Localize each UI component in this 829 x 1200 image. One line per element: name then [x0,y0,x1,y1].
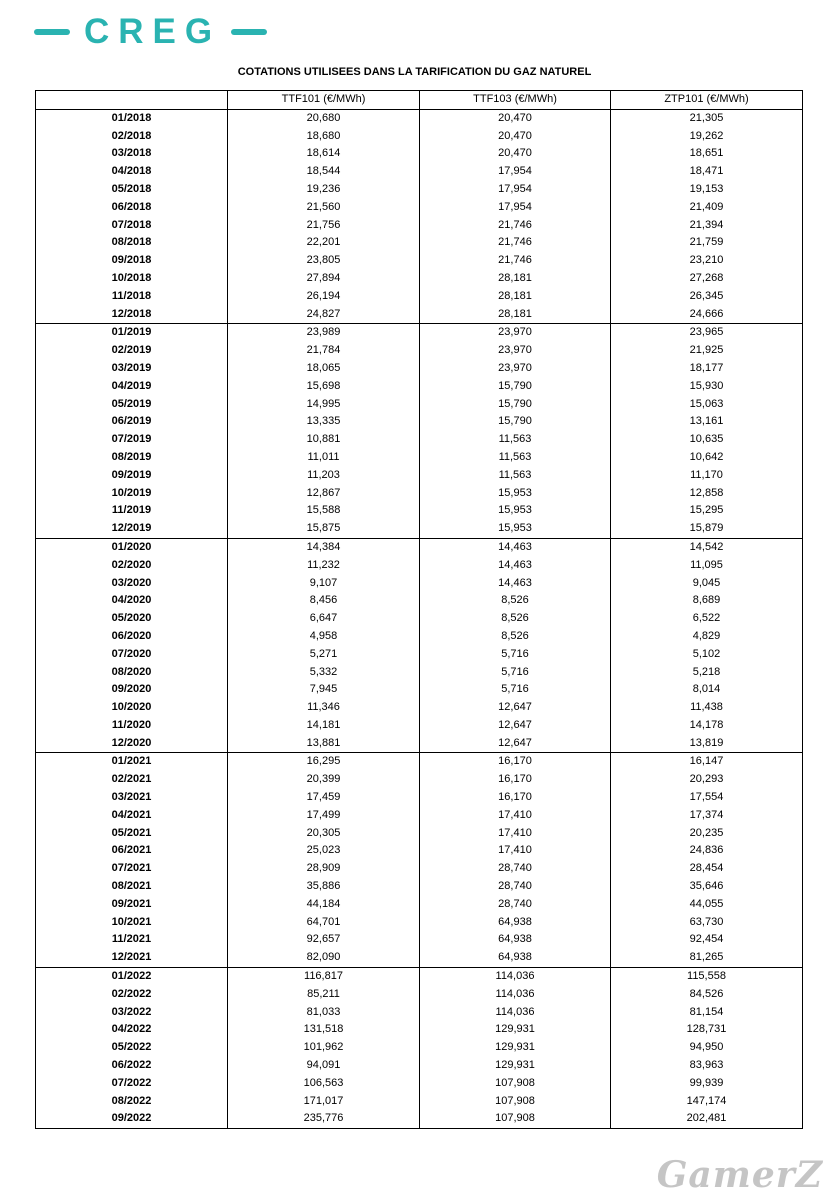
cell-ttf103: 16,170 [420,753,611,771]
cell-ttf101: 15,588 [228,502,420,520]
cell-ttf103: 17,410 [420,825,611,843]
cell-ttf103: 14,463 [420,575,611,593]
table-row [36,699,803,717]
cell-period: 01/2022 [36,968,228,986]
cell-ttf101: 20,305 [228,825,420,843]
cell-period: 11/2020 [36,717,228,735]
table-row [36,789,803,807]
cell-period: 03/2022 [36,1004,228,1022]
cell-period: 08/2019 [36,449,228,467]
cell-ttf103: 23,970 [420,324,611,342]
table-row [36,288,803,306]
cell-period: 02/2019 [36,342,228,360]
cell-period: 05/2022 [36,1039,228,1057]
cell-ztp101: 18,471 [611,163,803,181]
table-row [36,771,803,789]
cell-ttf103: 17,410 [420,842,611,860]
table-row [36,949,803,967]
cell-ttf103: 5,716 [420,681,611,699]
cell-ttf101: 17,499 [228,807,420,825]
cell-ttf101: 14,995 [228,396,420,414]
cell-ztp101: 15,879 [611,520,803,538]
table-row [36,467,803,485]
cell-ttf101: 92,657 [228,931,420,949]
cell-period: 05/2019 [36,396,228,414]
cell-ttf103: 20,470 [420,145,611,163]
cell-ttf103: 8,526 [420,628,611,646]
document-title: COTATIONS UTILISEES DANS LA TARIFICATION DU GAZ NATUREL [237,66,592,78]
cell-ttf103: 129,931 [420,1039,611,1057]
cell-period: 03/2021 [36,789,228,807]
table-row [36,181,803,199]
logo-text: CREG [84,12,222,51]
cell-ttf101: 21,784 [228,342,420,360]
table-row [36,753,803,771]
cell-ztp101: 147,174 [611,1093,803,1111]
cell-ztp101: 35,646 [611,878,803,896]
cell-ztp101: 20,235 [611,825,803,843]
cell-period: 07/2021 [36,860,228,878]
table-row [36,109,803,127]
cell-ztp101: 5,102 [611,646,803,664]
cell-ttf101: 18,065 [228,360,420,378]
table-row [36,145,803,163]
cell-ttf103: 16,170 [420,789,611,807]
cell-ztp101: 18,651 [611,145,803,163]
cell-period: 08/2021 [36,878,228,896]
cell-ztp101: 83,963 [611,1057,803,1075]
cell-period: 01/2018 [36,109,228,127]
cell-period: 09/2020 [36,681,228,699]
cell-ztp101: 11,095 [611,557,803,575]
cell-ttf101: 35,886 [228,878,420,896]
cell-ztp101: 115,558 [611,968,803,986]
table-row [36,431,803,449]
cell-period: 11/2021 [36,931,228,949]
cell-ztp101: 21,925 [611,342,803,360]
cell-ttf103: 21,746 [420,234,611,252]
cell-period: 04/2019 [36,378,228,396]
cell-ttf101: 18,614 [228,145,420,163]
table-row [36,252,803,270]
cell-ztp101: 19,153 [611,181,803,199]
cell-ttf101: 85,211 [228,986,420,1004]
cell-ttf101: 18,680 [228,128,420,146]
cell-period: 06/2022 [36,1057,228,1075]
table-row [36,199,803,217]
cell-period: 06/2018 [36,199,228,217]
cell-ztp101: 84,526 [611,986,803,1004]
cell-ttf101: 64,701 [228,914,420,932]
table-row [36,557,803,575]
logo-dash-right [231,29,267,35]
cell-period: 07/2018 [36,217,228,235]
cell-ttf103: 28,181 [420,288,611,306]
table-row [36,896,803,914]
cell-ztp101: 6,522 [611,610,803,628]
cell-ttf103: 23,970 [420,342,611,360]
cell-ttf101: 13,335 [228,413,420,431]
table-row [36,342,803,360]
table-header-row [36,91,803,110]
cell-period: 09/2019 [36,467,228,485]
cell-ttf103: 15,790 [420,396,611,414]
cell-ztp101: 26,345 [611,288,803,306]
cell-period: 11/2019 [36,502,228,520]
cell-ttf103: 28,740 [420,896,611,914]
table-row [36,860,803,878]
cell-period: 07/2019 [36,431,228,449]
cell-ztp101: 23,210 [611,252,803,270]
cell-ttf101: 44,184 [228,896,420,914]
cell-period: 02/2018 [36,128,228,146]
cell-period: 10/2020 [36,699,228,717]
cell-period: 05/2020 [36,610,228,628]
cell-ttf103: 64,938 [420,949,611,967]
cell-ztp101: 128,731 [611,1021,803,1039]
table-row [36,502,803,520]
cell-ttf101: 11,011 [228,449,420,467]
cell-period: 06/2019 [36,413,228,431]
cell-ztp101: 21,409 [611,199,803,217]
table-row [36,931,803,949]
table-row [36,575,803,593]
cell-ztp101: 8,689 [611,592,803,610]
cell-period: 06/2021 [36,842,228,860]
cell-period: 02/2020 [36,557,228,575]
cell-ztp101: 24,666 [611,306,803,324]
cell-ttf101: 8,456 [228,592,420,610]
cell-ttf103: 17,954 [420,163,611,181]
cell-ttf103: 17,954 [420,199,611,217]
table-row [36,914,803,932]
cell-ttf101: 25,023 [228,842,420,860]
cell-period: 12/2019 [36,520,228,538]
cell-ttf101: 94,091 [228,1057,420,1075]
cell-ztp101: 15,295 [611,502,803,520]
cell-ztp101: 11,170 [611,467,803,485]
table-row [36,217,803,235]
table-row [36,485,803,503]
header-ttf103: TTF103 (€/MWh) [420,91,611,110]
cell-ttf101: 7,945 [228,681,420,699]
cell-period: 10/2019 [36,485,228,503]
cell-ttf103: 11,563 [420,467,611,485]
cell-ttf103: 8,526 [420,610,611,628]
cell-ttf103: 14,463 [420,538,611,556]
cell-ttf103: 21,746 [420,252,611,270]
cell-ttf101: 235,776 [228,1110,420,1128]
table-row [36,538,803,556]
cell-ttf101: 81,033 [228,1004,420,1022]
cell-ttf103: 28,181 [420,270,611,288]
cell-ztp101: 92,454 [611,931,803,949]
cell-ztp101: 19,262 [611,128,803,146]
cell-ztp101: 21,305 [611,109,803,127]
cell-ztp101: 11,438 [611,699,803,717]
table-row [36,306,803,324]
table-row [36,735,803,753]
cell-ttf103: 114,036 [420,1004,611,1022]
cell-period: 02/2022 [36,986,228,1004]
cell-ttf103: 129,931 [420,1021,611,1039]
cell-ztp101: 20,293 [611,771,803,789]
cell-period: 08/2022 [36,1093,228,1111]
cell-ttf103: 20,470 [420,109,611,127]
table-row [36,360,803,378]
cell-ttf103: 114,036 [420,968,611,986]
cell-period: 03/2018 [36,145,228,163]
cell-period: 04/2018 [36,163,228,181]
cell-ztp101: 27,268 [611,270,803,288]
cell-period: 11/2018 [36,288,228,306]
cell-ttf103: 23,970 [420,360,611,378]
cell-ztp101: 18,177 [611,360,803,378]
cell-ztp101: 14,178 [611,717,803,735]
cell-ttf101: 21,756 [228,217,420,235]
cell-period: 09/2018 [36,252,228,270]
cell-period: 06/2020 [36,628,228,646]
cell-period: 07/2022 [36,1075,228,1093]
cell-ttf101: 10,881 [228,431,420,449]
cell-ttf101: 15,698 [228,378,420,396]
table-row [36,270,803,288]
header-ztp101: ZTP101 (€/MWh) [611,91,803,110]
table-row [36,449,803,467]
cell-ttf103: 20,470 [420,128,611,146]
cell-period: 09/2021 [36,896,228,914]
cell-ttf103: 107,908 [420,1093,611,1111]
table-row [36,610,803,628]
cell-ttf103: 15,953 [420,502,611,520]
cell-ztp101: 99,939 [611,1075,803,1093]
table-row [36,646,803,664]
table-row [36,128,803,146]
cell-ztp101: 21,759 [611,234,803,252]
cell-period: 01/2020 [36,538,228,556]
table-row [36,1110,803,1128]
cell-ttf103: 21,746 [420,217,611,235]
cell-ttf101: 22,201 [228,234,420,252]
cell-period: 04/2021 [36,807,228,825]
cell-ttf103: 107,908 [420,1075,611,1093]
cell-ttf101: 17,459 [228,789,420,807]
cell-ztp101: 23,965 [611,324,803,342]
watermark: GamerZ [656,1154,823,1196]
cell-ztp101: 94,950 [611,1039,803,1057]
table-row [36,1021,803,1039]
cell-ztp101: 13,819 [611,735,803,753]
table-row [36,807,803,825]
cell-ttf103: 8,526 [420,592,611,610]
table-row [36,378,803,396]
cell-ttf101: 106,563 [228,1075,420,1093]
cell-ztp101: 9,045 [611,575,803,593]
table-row [36,1039,803,1057]
table-row [36,520,803,538]
table-body [36,109,803,1128]
cell-period: 10/2021 [36,914,228,932]
table-row [36,825,803,843]
cell-ttf101: 11,346 [228,699,420,717]
cell-ttf101: 21,560 [228,199,420,217]
cell-ttf101: 9,107 [228,575,420,593]
cell-ztp101: 4,829 [611,628,803,646]
cell-ztp101: 81,154 [611,1004,803,1022]
cell-period: 04/2022 [36,1021,228,1039]
table-row [36,1075,803,1093]
cell-ttf101: 6,647 [228,610,420,628]
cell-ttf103: 114,036 [420,986,611,1004]
table-row [36,1093,803,1111]
table-row [36,1057,803,1075]
cell-period: 03/2020 [36,575,228,593]
cell-period: 03/2019 [36,360,228,378]
cell-ttf101: 4,958 [228,628,420,646]
cell-ttf103: 17,954 [420,181,611,199]
cell-ttf101: 26,194 [228,288,420,306]
cell-period: 01/2021 [36,753,228,771]
cell-ztp101: 63,730 [611,914,803,932]
cell-ttf101: 101,962 [228,1039,420,1057]
cell-period: 07/2020 [36,646,228,664]
table-row [36,1004,803,1022]
cell-ztp101: 17,374 [611,807,803,825]
cell-period: 12/2018 [36,306,228,324]
table-row [36,592,803,610]
cell-ttf101: 23,805 [228,252,420,270]
cell-ttf101: 131,518 [228,1021,420,1039]
cell-ttf101: 171,017 [228,1093,420,1111]
cell-ttf101: 12,867 [228,485,420,503]
table-row [36,163,803,181]
cell-ztp101: 202,481 [611,1110,803,1128]
table-row [36,324,803,342]
cell-ttf103: 5,716 [420,646,611,664]
cell-ttf101: 15,875 [228,520,420,538]
cell-ztp101: 15,930 [611,378,803,396]
cell-ttf103: 16,170 [420,771,611,789]
logo-dash-left [34,29,70,35]
table-row [36,717,803,735]
cell-ztp101: 17,554 [611,789,803,807]
cell-ttf103: 28,181 [420,306,611,324]
cell-ztp101: 28,454 [611,860,803,878]
cell-ttf101: 11,203 [228,467,420,485]
cell-ttf101: 16,295 [228,753,420,771]
creg-logo [34,14,267,50]
cell-period: 12/2021 [36,949,228,967]
quotations-table [35,90,803,1129]
header-period [36,91,228,110]
cell-period: 12/2020 [36,735,228,753]
cell-period: 04/2020 [36,592,228,610]
cell-ttf103: 12,647 [420,717,611,735]
cell-ztp101: 81,265 [611,949,803,967]
cell-ttf101: 20,680 [228,109,420,127]
cell-ztp101: 12,858 [611,485,803,503]
cell-ttf101: 82,090 [228,949,420,967]
table-row [36,628,803,646]
cell-ttf103: 11,563 [420,449,611,467]
cell-ztp101: 13,161 [611,413,803,431]
cell-period: 09/2022 [36,1110,228,1128]
table-row [36,396,803,414]
cell-ttf103: 28,740 [420,860,611,878]
cell-period: 05/2021 [36,825,228,843]
table-row [36,681,803,699]
table-row [36,968,803,986]
cell-ztp101: 10,635 [611,431,803,449]
cell-period: 01/2019 [36,324,228,342]
cell-ttf101: 20,399 [228,771,420,789]
cell-ttf103: 12,647 [420,735,611,753]
cell-ttf101: 13,881 [228,735,420,753]
cell-ztp101: 16,147 [611,753,803,771]
cell-ttf101: 14,181 [228,717,420,735]
cell-ttf101: 11,232 [228,557,420,575]
cell-ttf101: 5,271 [228,646,420,664]
cell-ztp101: 8,014 [611,681,803,699]
cell-ttf101: 14,384 [228,538,420,556]
table-row [36,234,803,252]
table-row [36,664,803,682]
table-row [36,986,803,1004]
cell-ttf101: 23,989 [228,324,420,342]
cell-ttf101: 116,817 [228,968,420,986]
cell-ttf101: 18,544 [228,163,420,181]
cell-ttf103: 12,647 [420,699,611,717]
cell-ttf103: 14,463 [420,557,611,575]
cell-ttf103: 17,410 [420,807,611,825]
cell-ztp101: 21,394 [611,217,803,235]
cell-period: 08/2020 [36,664,228,682]
cell-period: 05/2018 [36,181,228,199]
table-row [36,878,803,896]
cell-ttf103: 15,790 [420,413,611,431]
cell-ttf103: 64,938 [420,931,611,949]
cell-ttf103: 129,931 [420,1057,611,1075]
cell-ztp101: 24,836 [611,842,803,860]
cell-ttf103: 5,716 [420,664,611,682]
cell-ztp101: 5,218 [611,664,803,682]
table-row [36,413,803,431]
cell-period: 10/2018 [36,270,228,288]
cell-period: 02/2021 [36,771,228,789]
cell-ttf101: 27,894 [228,270,420,288]
cell-ttf101: 24,827 [228,306,420,324]
cell-ttf101: 28,909 [228,860,420,878]
cell-ttf103: 107,908 [420,1110,611,1128]
cell-ttf103: 15,790 [420,378,611,396]
cell-ttf101: 5,332 [228,664,420,682]
cell-ttf103: 15,953 [420,485,611,503]
cell-ttf103: 28,740 [420,878,611,896]
cell-ttf101: 19,236 [228,181,420,199]
cell-ztp101: 14,542 [611,538,803,556]
header-ttf101: TTF101 (€/MWh) [228,91,420,110]
cell-ztp101: 44,055 [611,896,803,914]
cell-ttf103: 64,938 [420,914,611,932]
cell-ztp101: 10,642 [611,449,803,467]
table-row [36,842,803,860]
cell-ttf103: 11,563 [420,431,611,449]
cell-ztp101: 15,063 [611,396,803,414]
cell-period: 08/2018 [36,234,228,252]
cell-ttf103: 15,953 [420,520,611,538]
